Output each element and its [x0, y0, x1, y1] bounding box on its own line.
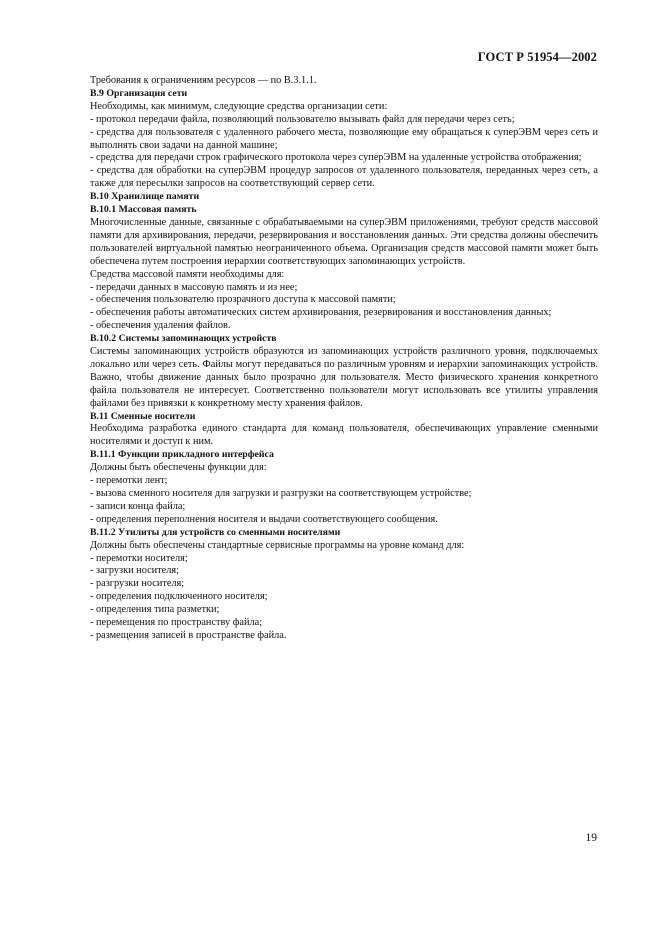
paragraph: - средства для передачи строк графического протокола через суперЭВМ на удаленные устройства отображения;	[90, 152, 582, 164]
paragraph: - загрузки носителя;	[90, 565, 179, 577]
section-heading: В.11 Сменные носители	[90, 410, 196, 422]
paragraph: Должны быть обеспечены стандартные сервисные программы на уровне команд для:	[90, 539, 465, 551]
paragraph: Многочисленные данные, связанные с обрабатываемыми на суперЭВМ приложениями, требуют средств массовой памяти для архивирования, передачи, резервирования и восстановления данных. Эти средства должны обеспечить пользователей виртуальной памятью неограниченного объема. Организация средств массовой памяти может быть обеспечена путем построения иерархии соответствующих запоминающих устройств.	[90, 216, 598, 267]
paragraph: Должны быть обеспечены функции для:	[90, 462, 267, 474]
paragraph: - размещения записей в пространстве файла.	[90, 629, 287, 641]
paragraph: - определения переполнения носителя и выдачи соответствующего сообщения.	[90, 513, 438, 525]
paragraph: - определения подключенного носителя;	[90, 591, 268, 603]
section-heading: В.10 Хранилище памяти	[90, 191, 200, 203]
paragraph: - перемещения по пространству файла;	[90, 617, 263, 629]
paragraph: - обеспечения удаления файлов.	[90, 320, 231, 332]
paragraph: Системы запоминающих устройств образуются из запоминающих устройств различного уровня, подключаемых локально или через сеть. Файлы могут передаваться по различным уровням и иерархии запоминающих устройств. Важно, чтобы движение данных было прозрачно для пользователя. Место физического хранения конкретного файла пользователя не интересует. Соответственно пользователи могут использовать все утилиты управления файлами без привязки к конкретному месту хранения файлов.	[90, 346, 598, 409]
paragraph: - средства для пользователя с удаленного рабочего места, позволяющие ему обращаться к суперЭВМ через сеть и выполнять свои задачи на данной машине;	[90, 126, 598, 151]
paragraph: Необходима разработка единого стандарта для команд пользователя, обеспечивающих управление сменными носителями и доступ к ним.	[90, 423, 598, 448]
paragraph: - обеспечения работы автоматических систем архивирования, резервирования и восстановления данных;	[90, 307, 552, 319]
paragraph: - перемотки носителя;	[90, 552, 188, 564]
paragraph: - обеспечения пользователю прозрачного доступа к массовой памяти;	[90, 294, 396, 306]
section-heading: В.11.1 Функции прикладного интерфейса	[90, 449, 274, 461]
section-heading: В.10.1 Массовая память	[90, 204, 197, 216]
paragraph: Необходимы, как минимум, следующие средства организации сети:	[90, 100, 388, 112]
document-header: ГОСТ Р 51954—2002	[477, 50, 597, 64]
paragraph: - разгрузки носителя;	[90, 578, 185, 590]
section-heading: В.9 Организация сети	[90, 87, 188, 99]
paragraph: - записи конца файла;	[90, 500, 186, 512]
paragraph: - средства для обработки на суперЭВМ процедур запросов от удаленного пользователя, переданных через сеть, а также для пересылки запросов на соответствующий сервер сети.	[90, 165, 598, 190]
paragraph: - протокол передачи файла, позволяющий пользователю вызывать файл для передачи через сеть;	[90, 113, 515, 125]
paragraph: Средства массовой памяти необходимы для:	[90, 268, 285, 280]
paragraph: - передачи данных в массовую память и из нее;	[90, 281, 298, 293]
page-number: 19	[585, 832, 597, 844]
section-heading: В.10.2 Системы запоминающих устройств	[90, 333, 277, 345]
paragraph: - определения типа разметки;	[90, 604, 220, 616]
paragraph: Требования к ограничениям ресурсов — по В.3.1.1.	[90, 75, 317, 86]
paragraph: - перемотки лент;	[90, 475, 168, 487]
paragraph: - вызова сменного носителя для загрузки и разгрузки на соответствующем устройстве;	[90, 488, 472, 499]
section-heading: В.11.2 Утилиты для устройств со сменными носителями	[90, 526, 341, 538]
document-body	[90, 75, 598, 643]
